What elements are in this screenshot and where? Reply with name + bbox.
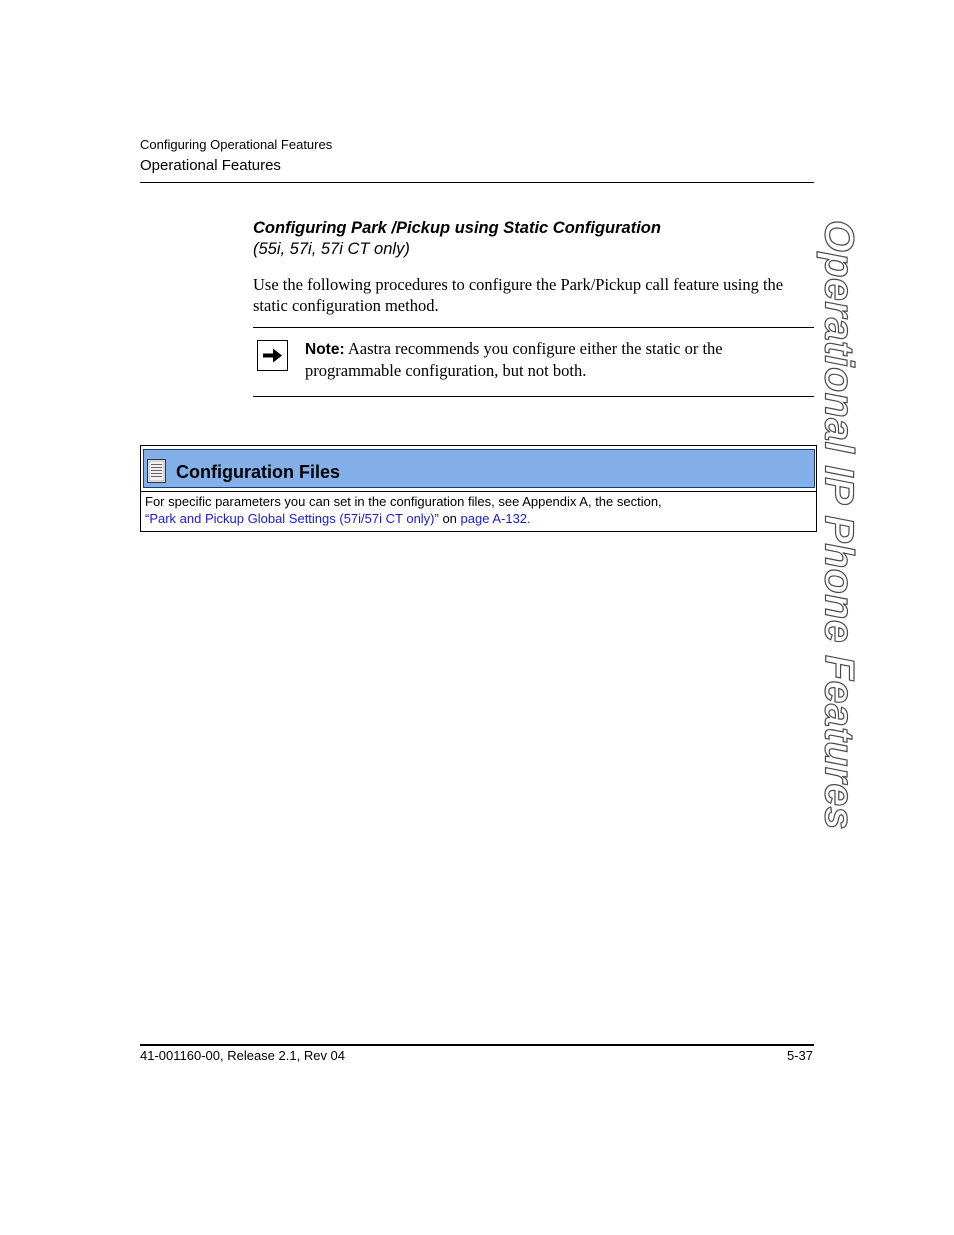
section-body: Use the following procedures to configure the Park/Pickup call feature using the static configuration method.: [253, 275, 784, 315]
side-tab: [816, 220, 863, 830]
config-files-body: [145, 493, 810, 527]
note-label: Note:: [305, 341, 345, 358]
park-pickup-settings-link[interactable]: “Park and Pickup Global Settings (57i/57i CT only)”: [145, 511, 439, 526]
note-bottom-rule: [253, 396, 814, 397]
config-files-end: .: [527, 511, 531, 526]
config-files-line1: For specific parameters you can set in the configuration files, see Appendix A, the section,: [145, 494, 662, 509]
page-a132-link[interactable]: page A-132: [460, 511, 528, 526]
note-body: Aastra recommends you configure either the static or the programmable configuration, but not both.: [305, 339, 723, 380]
header-rule: [140, 182, 814, 183]
footer-doc-id: 41-001160-00, Release 2.1, Rev 04: [140, 1048, 346, 1063]
running-header-chapter: Configuring Operational Features: [140, 137, 333, 152]
config-files-on: on: [438, 511, 461, 526]
footer-rule: [140, 1044, 814, 1046]
document-icon: [147, 459, 166, 483]
section-subtitle: (55i, 57i, 57i CT only): [253, 240, 410, 258]
config-files-divider: [140, 491, 817, 492]
running-header-section: Operational Features: [140, 157, 281, 174]
arrow-right-icon: [257, 340, 288, 371]
note-top-rule: [253, 327, 814, 328]
side-tab-text: Operational IP Phone Features: [816, 220, 863, 830]
section-title: Configuring Park /Pickup using Static Configuration: [253, 219, 661, 237]
config-files-title: Configuration Files: [176, 462, 340, 482]
note-text: [305, 338, 805, 381]
footer-page-number: 5-37: [786, 1048, 813, 1063]
